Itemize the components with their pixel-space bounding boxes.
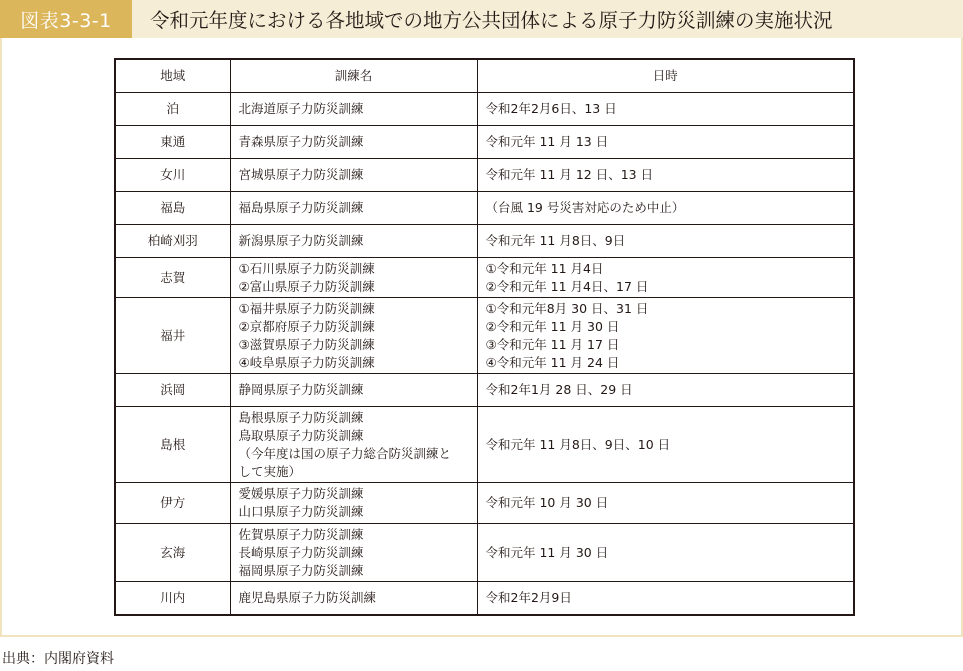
drill-name: 山口県原子力防災訓練: [238, 504, 364, 519]
table-header-row: [115, 59, 854, 93]
figure-label: 図表3-3-1: [0, 0, 132, 38]
date-cell: [477, 159, 854, 192]
figure-title: 令和元年度における各地域での地方公共団体による原子力防災訓練の実施状況: [150, 9, 833, 32]
date-text: 令和元年 11 月 12 日、13 日: [485, 167, 654, 182]
date-cell: [477, 483, 854, 524]
area-cell: 浜岡: [115, 374, 230, 407]
figure-title-bar: [0, 0, 963, 38]
header-date: 日時: [477, 59, 854, 93]
drill-cell: [230, 258, 477, 298]
date-text: 令和元年 11 月8日、9日、10 日: [485, 436, 671, 452]
drill-name: ①福井県原子力防災訓練: [238, 300, 375, 316]
table-row: [115, 159, 854, 192]
date-cell: [477, 258, 854, 298]
date-text: ②令和元年 11 月 30 日: [485, 318, 620, 334]
drill-name: 青森県原子力防災訓練: [238, 134, 364, 149]
table-row: [115, 192, 854, 225]
drill-cell: [230, 298, 477, 374]
date-cell: [477, 374, 854, 407]
drill-table: [114, 58, 855, 616]
table-body: [115, 93, 854, 615]
drill-name: 鳥取県原子力防災訓練: [238, 427, 364, 443]
table-row: [115, 93, 854, 126]
drill-name: 長崎県原子力防災訓練: [238, 544, 364, 560]
date-cell: [477, 407, 854, 483]
date-cell: [477, 582, 854, 615]
area-cell: 福島: [115, 192, 230, 225]
date-text: 令和2年1月 28 日、29 日: [485, 382, 633, 397]
date-text: 令和元年 11 月 30 日: [485, 544, 609, 560]
area-cell: 川内: [115, 582, 230, 615]
drill-name: ①石川県原子力防災訓練: [238, 260, 375, 276]
date-cell: [477, 225, 854, 258]
area-cell: 泊: [115, 93, 230, 126]
drill-name: 静岡県原子力防災訓練: [238, 382, 364, 397]
drill-cell: [230, 93, 477, 126]
date-text: 令和2年2月6日、13 日: [485, 101, 617, 116]
table-row: [115, 258, 854, 298]
area-cell: 伊方: [115, 483, 230, 524]
drill-cell: [230, 582, 477, 615]
drill-name: 島根県原子力防災訓練: [238, 409, 364, 425]
drill-cell: [230, 374, 477, 407]
drill-name: 鹿児島県原子力防災訓練: [238, 589, 377, 605]
drill-name: 福岡県原子力防災訓練: [238, 562, 364, 578]
table-row: [115, 374, 854, 407]
header-area: 地域: [115, 59, 230, 93]
area-cell: 志賀: [115, 258, 230, 298]
date-cell: [477, 126, 854, 159]
table-row: [115, 407, 854, 483]
header-drill-name: 訓練名: [230, 59, 477, 93]
date-cell: [477, 298, 854, 374]
drill-name: 新潟県原子力防災訓練: [238, 233, 364, 248]
table-row: [115, 298, 854, 374]
drill-cell: [230, 483, 477, 524]
date-cell: [477, 524, 854, 582]
drill-name: ②富山県原子力防災訓練: [238, 278, 375, 294]
drill-name: 宮城県原子力防災訓練: [238, 167, 364, 182]
date-text: 令和元年 10 月 30 日: [485, 495, 609, 510]
area-cell: 柏崎刈羽: [115, 225, 230, 258]
table-row: [115, 126, 854, 159]
date-text: ④令和元年 11 月 24 日: [485, 354, 620, 370]
table-row: [115, 225, 854, 258]
area-cell: 島根: [115, 407, 230, 483]
drill-cell: [230, 225, 477, 258]
drill-name: ④岐阜県原子力防災訓練: [238, 354, 375, 370]
drill-cell: [230, 159, 477, 192]
date-cell: [477, 93, 854, 126]
date-text: ②令和元年 11 月4日、17 日: [485, 278, 649, 294]
drill-name: して実施）: [238, 463, 302, 479]
date-text: ①令和元年 11 月4日: [485, 260, 604, 276]
drill-name: ②京都府原子力防災訓練: [238, 318, 375, 334]
table-row: [115, 483, 854, 524]
drill-name: （今年度は国の原子力総合防災訓練と: [238, 445, 452, 461]
drill-name: ③滋賀県原子力防災訓練: [238, 336, 375, 352]
date-text: ①令和元年8月 30 日、31 日: [485, 300, 649, 316]
date-text: 令和元年 11 月 13 日: [485, 134, 609, 149]
date-cell: [477, 192, 854, 225]
table-row: [115, 524, 854, 582]
drill-name: 福島県原子力防災訓練: [238, 200, 364, 215]
table-row: [115, 582, 854, 615]
date-text: ③令和元年 11 月 17 日: [485, 336, 620, 352]
date-text: 令和2年2月9日: [485, 589, 572, 605]
figure-panel: [0, 38, 963, 637]
date-text: 令和元年 11 月8日、9日: [485, 233, 626, 248]
drill-name: 愛媛県原子力防災訓練: [238, 486, 364, 501]
area-cell: 福井: [115, 298, 230, 374]
drill-cell: [230, 126, 477, 159]
drill-cell: [230, 192, 477, 225]
drill-name: 佐賀県原子力防災訓練: [238, 526, 364, 542]
area-cell: 東通: [115, 126, 230, 159]
date-text: （台風 19 号災害対応のため中止）: [485, 200, 685, 215]
area-cell: 女川: [115, 159, 230, 192]
drill-cell: [230, 407, 477, 483]
source-note: 出典：内閣府資料: [2, 651, 114, 667]
drill-cell: [230, 524, 477, 582]
drill-name: 北海道原子力防災訓練: [238, 101, 364, 116]
area-cell: 玄海: [115, 524, 230, 582]
